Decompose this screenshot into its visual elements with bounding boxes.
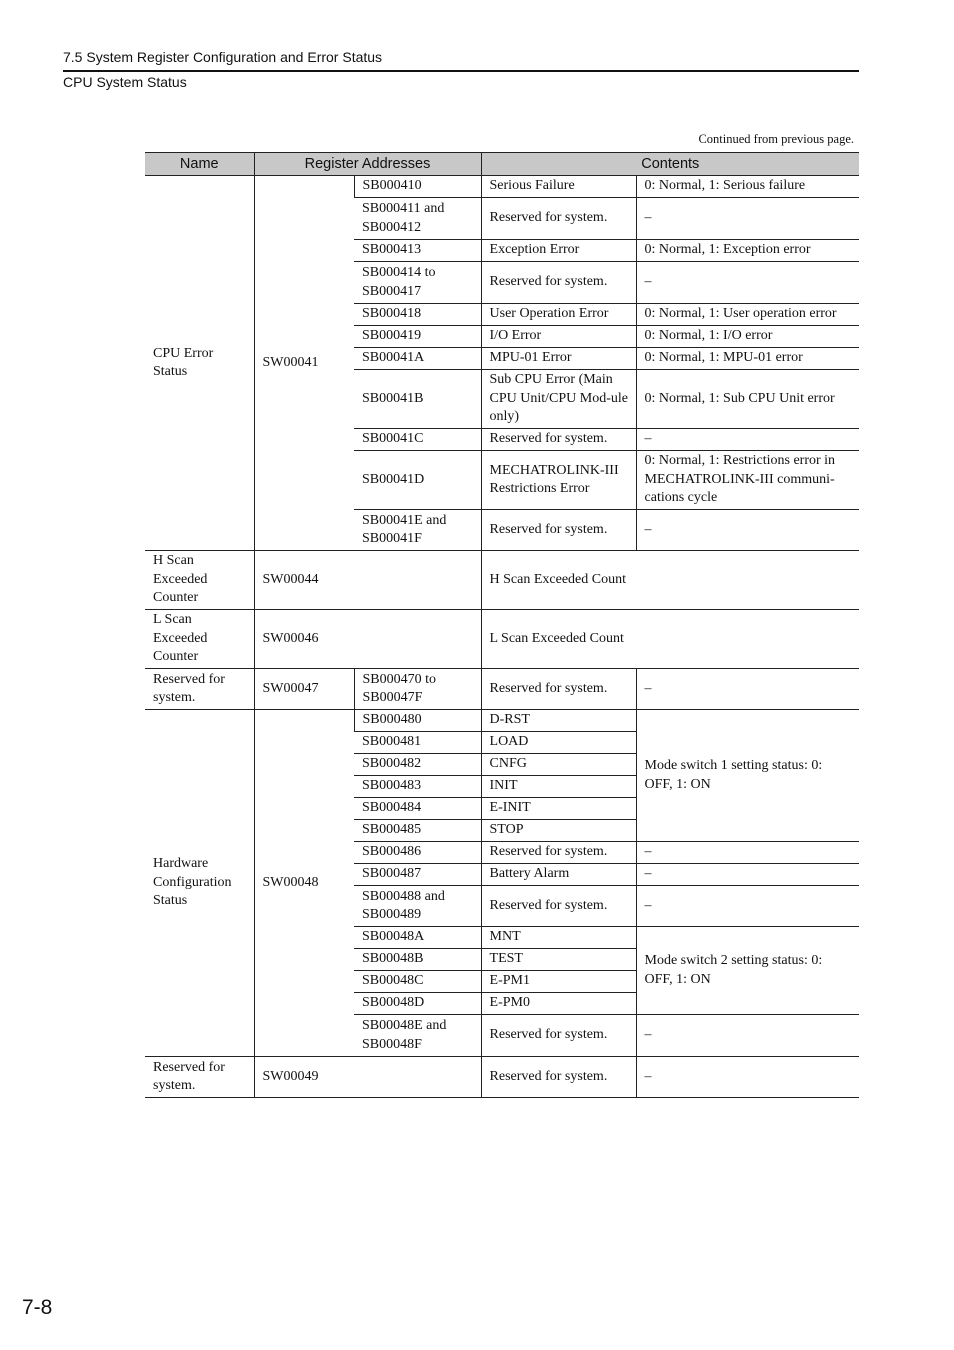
header-divider [63, 70, 859, 72]
page-number: 7-8 [22, 1296, 53, 1319]
table-row [145, 669, 859, 710]
bit-description: TEST [481, 949, 636, 971]
bit-address: SB00048C [354, 971, 481, 993]
bit-value: – [636, 262, 859, 304]
bit-description: Reserved for system. [481, 1057, 636, 1098]
mode-switch-1-status: Mode switch 1 setting status: 0: OFF, 1: ON [636, 710, 859, 842]
bit-address: SB00048A [354, 927, 481, 949]
bit-description: Reserved for system. [481, 510, 636, 551]
bit-value: – [636, 1057, 859, 1098]
subsection-title: CPU System Status [63, 74, 187, 90]
system-register-table [145, 152, 859, 1098]
bit-description: Reserved for system. [481, 429, 636, 451]
bit-address: SB00041B [354, 370, 481, 429]
bit-description: Serious Failure [481, 176, 636, 198]
bit-address: SB000484 [354, 798, 481, 820]
bit-address: SB000419 [354, 326, 481, 348]
bit-description: E-PM0 [481, 993, 636, 1015]
bit-address: SB000411 and SB000412 [354, 198, 481, 240]
bit-address: SB000418 [354, 304, 481, 326]
table-row [145, 176, 859, 198]
hardware-name: Hardware Configuration Status [145, 710, 254, 1057]
bit-description: E-INIT [481, 798, 636, 820]
continued-note: Continued from previous page. [698, 132, 854, 146]
bit-address: SB000480 [354, 710, 481, 732]
bit-description: D-RST [481, 710, 636, 732]
l-scan-word: SW00046 [254, 610, 481, 669]
table-header-row [145, 153, 859, 176]
bit-value: – [636, 864, 859, 886]
bit-address: SB00041E and SB00041F [354, 510, 481, 551]
bit-value: 0: Normal, 1: I/O error [636, 326, 859, 348]
table-row [145, 1057, 859, 1098]
bit-description: MECHATROLINK-III Restrictions Error [481, 451, 636, 510]
bit-address: SB000486 [354, 842, 481, 864]
hardware-word: SW00048 [254, 710, 354, 1057]
bit-description: Sub CPU Error (Main CPU Unit/CPU Mod-ule only) [481, 370, 636, 429]
bit-description: Reserved for system. [481, 262, 636, 304]
l-scan-name: L Scan Exceeded Counter [145, 610, 254, 669]
bit-address: SB000481 [354, 732, 481, 754]
h-scan-contents: H Scan Exceeded Count [481, 551, 859, 610]
header-contents: Contents [481, 153, 859, 176]
bit-value: – [636, 1015, 859, 1057]
table-row [145, 610, 859, 669]
bit-value: – [636, 198, 859, 240]
bit-address: SB000413 [354, 240, 481, 262]
bit-address: SB00041C [354, 429, 481, 451]
reserved-47-name: Reserved for system. [145, 669, 254, 710]
bit-address: SB000483 [354, 776, 481, 798]
bit-description: Exception Error [481, 240, 636, 262]
h-scan-word: SW00044 [254, 551, 481, 610]
header-register-addresses: Register Addresses [254, 153, 481, 176]
bit-value: 0: Normal, 1: MPU-01 error [636, 348, 859, 370]
bit-description: Reserved for system. [481, 1015, 636, 1057]
bit-address: SB00048B [354, 949, 481, 971]
bit-address: SB000410 [354, 176, 481, 198]
reserved-49-word: SW00049 [254, 1057, 481, 1098]
bit-value: 0: Normal, 1: User operation error [636, 304, 859, 326]
bit-address: SB000414 to SB000417 [354, 262, 481, 304]
header-name: Name [145, 153, 254, 176]
bit-value: 0: Normal, 1: Serious failure [636, 176, 859, 198]
bit-value: – [636, 842, 859, 864]
reserved-47-word: SW00047 [254, 669, 354, 710]
bit-description: I/O Error [481, 326, 636, 348]
reserved-49-name: Reserved for system. [145, 1057, 254, 1098]
bit-address: SB000482 [354, 754, 481, 776]
bit-address: SB000487 [354, 864, 481, 886]
bit-description: E-PM1 [481, 971, 636, 993]
table-row [145, 551, 859, 610]
bit-description: Battery Alarm [481, 864, 636, 886]
cpu-error-word: SW00041 [254, 176, 354, 551]
bit-value: 0: Normal, 1: Sub CPU Unit error [636, 370, 859, 429]
bit-description: User Operation Error [481, 304, 636, 326]
bit-description: CNFG [481, 754, 636, 776]
bit-description: STOP [481, 820, 636, 842]
cpu-error-name: CPU Error Status [145, 176, 254, 551]
bit-description: LOAD [481, 732, 636, 754]
bit-description: MPU-01 Error [481, 348, 636, 370]
section-title: 7.5 System Register Configuration and Error Status [63, 49, 383, 65]
h-scan-name: H Scan Exceeded Counter [145, 551, 254, 610]
bit-value: – [636, 669, 859, 710]
l-scan-contents: L Scan Exceeded Count [481, 610, 859, 669]
bit-value: 0: Normal, 1: Exception error [636, 240, 859, 262]
bit-address: SB00041D [354, 451, 481, 510]
table-row [145, 710, 859, 732]
bit-value: – [636, 510, 859, 551]
bit-description: Reserved for system. [481, 198, 636, 240]
bit-description: Reserved for system. [481, 842, 636, 864]
bit-address: SB00048D [354, 993, 481, 1015]
bit-description: Reserved for system. [481, 669, 636, 710]
bit-address: SB00048E and SB00048F [354, 1015, 481, 1057]
bit-description: MNT [481, 927, 636, 949]
bit-address: SB000470 to SB00047F [354, 669, 481, 710]
mode-switch-2-status: Mode switch 2 setting status: 0: OFF, 1: ON [636, 927, 859, 1015]
bit-description: Reserved for system. [481, 886, 636, 927]
bit-address: SB000485 [354, 820, 481, 842]
bit-value: – [636, 886, 859, 927]
bit-description: INIT [481, 776, 636, 798]
bit-address: SB000488 and SB000489 [354, 886, 481, 927]
bit-value: 0: Normal, 1: Restrictions error in MECHATROLINK-III communi-cations cycle [636, 451, 859, 510]
bit-address: SB00041A [354, 348, 481, 370]
bit-value: – [636, 429, 859, 451]
